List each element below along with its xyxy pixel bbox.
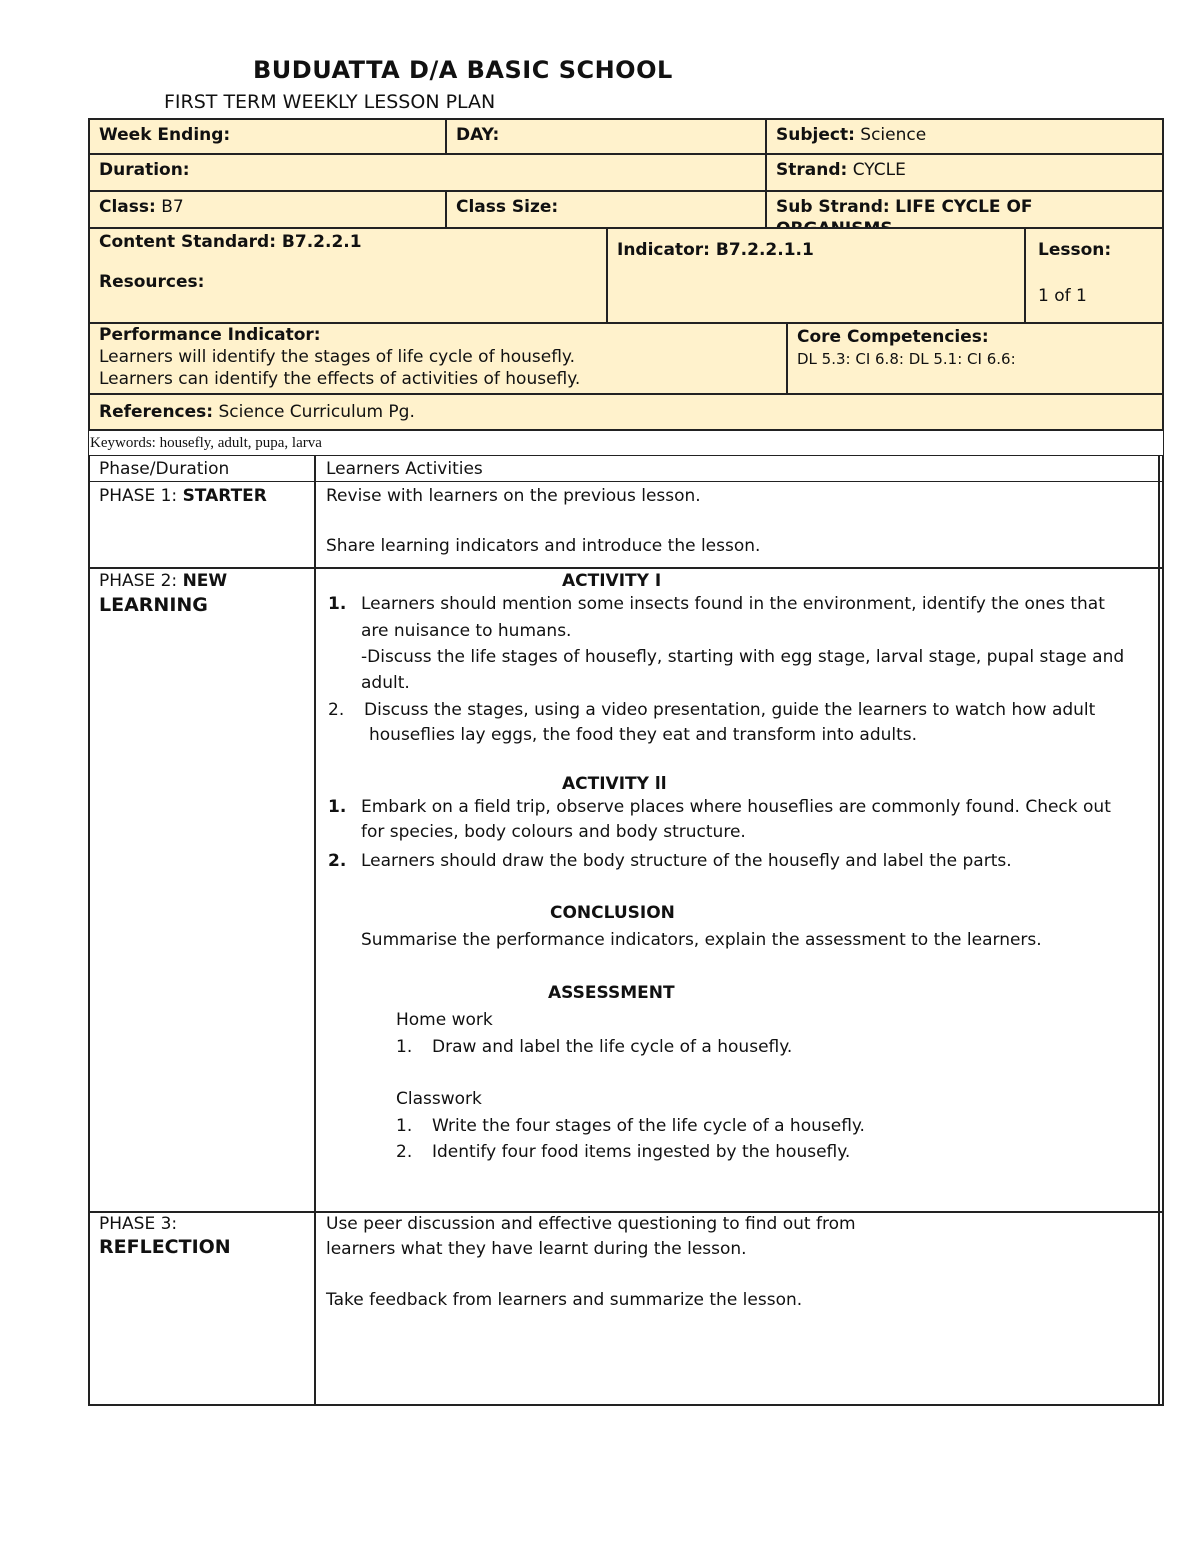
phase1-line-1: Revise with learners on the previous lesson. xyxy=(326,486,701,506)
phase3-name: REFLECTION xyxy=(99,1236,231,1258)
conclusion-title: CONCLUSION xyxy=(550,903,675,923)
cw-num-2: 2. xyxy=(396,1142,413,1162)
assessment-title: ASSESSMENT xyxy=(548,983,675,1003)
conclusion-text: Summarise the performance indicators, explain the assessment to the learners. xyxy=(361,930,1042,950)
day-cell xyxy=(445,118,767,155)
core-label: Core Competencies: xyxy=(797,327,989,347)
a1-item2-line1: Discuss the stages, using a video presentation, guide the learners to watch how adult xyxy=(364,700,1096,720)
phase1-prefix: PHASE 1: xyxy=(99,486,183,506)
content-standard: Content Standard: B7.2.2.1 xyxy=(99,232,362,252)
duration-label: Duration: xyxy=(99,160,190,180)
a2-item1-line2: for species, body colours and body structure. xyxy=(361,822,746,842)
a1-item1-line1: Learners should mention some insects found in the environment, identify the ones that xyxy=(361,594,1105,614)
core-competencies-cell xyxy=(786,322,1164,395)
indicator: Indicator: B7.2.2.1.1 xyxy=(617,240,814,260)
phase2-label xyxy=(99,570,227,592)
strand-cell xyxy=(765,153,1164,192)
school-name: BUDUATTA D/A BASIC SCHOOL xyxy=(253,56,673,84)
a2-num-2: 2. xyxy=(328,851,347,871)
performance-label: Performance Indicator: xyxy=(99,325,321,345)
indicator-cell xyxy=(606,227,1026,324)
a2-item2-line1: Learners should draw the body structure of the housefly and label the parts. xyxy=(361,851,1012,871)
phase2-prefix: PHASE 2: xyxy=(99,571,183,591)
sub-strand-cell xyxy=(765,190,1164,229)
class-cell xyxy=(88,190,447,229)
class-size-label: Class Size: xyxy=(456,197,559,217)
class-label: Class: xyxy=(99,197,156,217)
activity1-title: ACTIVITY I xyxy=(562,571,662,591)
a1-item1-line3: -Discuss the life stages of housefly, starting with egg stage, larval stage, pupal stage and xyxy=(361,647,1125,667)
subject-cell xyxy=(765,118,1164,155)
phase3-line-2: learners what they have learnt during the lesson. xyxy=(326,1239,747,1259)
lesson-cell xyxy=(1024,227,1164,324)
hw-num-1: 1. xyxy=(396,1037,413,1057)
lesson-label: Lesson: xyxy=(1038,240,1112,260)
performance-line-1: Learners will identify the stages of life cycle of housefly. xyxy=(99,347,575,367)
cw-item-1: Write the four stages of the life cycle of a housefly. xyxy=(432,1116,865,1136)
activity2-title: ACTIVITY ll xyxy=(562,774,667,794)
a1-item2-line2: houseflies lay eggs, the food they eat and transform into adults. xyxy=(369,725,918,745)
col-phase-header: Phase/Duration xyxy=(99,459,230,479)
week-ending-label: Week Ending: xyxy=(99,125,231,145)
performance-line-2: Learners can identify the effects of activities of housefly. xyxy=(99,369,581,389)
plan-title: FIRST TERM WEEKLY LESSON PLAN xyxy=(164,91,496,113)
core-value: DL 5.3: CI 6.8: DL 5.1: CI 6.6: xyxy=(797,350,1016,368)
strand-value: CYCLE xyxy=(852,160,906,180)
phase3-prefix: PHASE 3: xyxy=(99,1214,178,1234)
phase1-label xyxy=(99,485,267,507)
homework-label: Home work xyxy=(396,1010,493,1030)
references-cell xyxy=(88,393,1164,431)
a2-num-1: 1. xyxy=(328,797,347,817)
keywords-text: Keywords: housefly, adult, pupa, larva xyxy=(90,435,322,451)
classwork-label: Classwork xyxy=(396,1089,482,1109)
phase2-name-b: LEARNING xyxy=(99,594,208,616)
sub-strand-value: LIFE CYCLE OF xyxy=(895,197,1033,217)
lesson-value: 1 of 1 xyxy=(1038,286,1087,306)
phase1-name: STARTER xyxy=(182,486,267,506)
cw-num-1: 1. xyxy=(396,1116,413,1136)
subject-label: Subject: xyxy=(776,125,855,145)
content-standard-cell xyxy=(88,227,608,324)
class-value: B7 xyxy=(161,197,184,217)
hw-item-1: Draw and label the life cycle of a housefly. xyxy=(432,1037,793,1057)
a2-item1-line1: Embark on a field trip, observe places where houseflies are commonly found. Check out xyxy=(361,797,1111,817)
strand-label: Strand: xyxy=(776,160,848,180)
references-label: References: xyxy=(99,402,214,422)
phase3-line-1: Use peer discussion and effective questioning to find out from xyxy=(326,1214,856,1234)
phase3-line-3: Take feedback from learners and summarize the lesson. xyxy=(326,1290,803,1310)
a1-num-1: 1. xyxy=(328,594,347,614)
duration-cell xyxy=(88,153,767,192)
keywords-cell xyxy=(88,429,1164,456)
resources-label: Resources: xyxy=(99,272,205,292)
phase2-name-a: NEW xyxy=(182,571,228,591)
a1-num-2: 2. xyxy=(328,700,345,720)
col-activities-header: Learners Activities xyxy=(326,459,483,479)
subject-value: Science xyxy=(860,125,927,145)
performance-indicator-cell xyxy=(88,322,788,395)
week-ending-cell xyxy=(88,118,447,155)
a1-item1-line4: adult. xyxy=(361,673,410,693)
day-label: DAY: xyxy=(456,125,500,145)
cw-item-2: Identify four food items ingested by the housefly. xyxy=(432,1142,851,1162)
phase1-line-2: Share learning indicators and introduce the lesson. xyxy=(326,536,761,556)
references-value: Science Curriculum Pg. xyxy=(218,402,415,422)
sub-strand-label: Sub Strand: xyxy=(776,197,890,217)
a1-item1-line2: are nuisance to humans. xyxy=(361,621,572,641)
class-size-cell xyxy=(445,190,767,229)
